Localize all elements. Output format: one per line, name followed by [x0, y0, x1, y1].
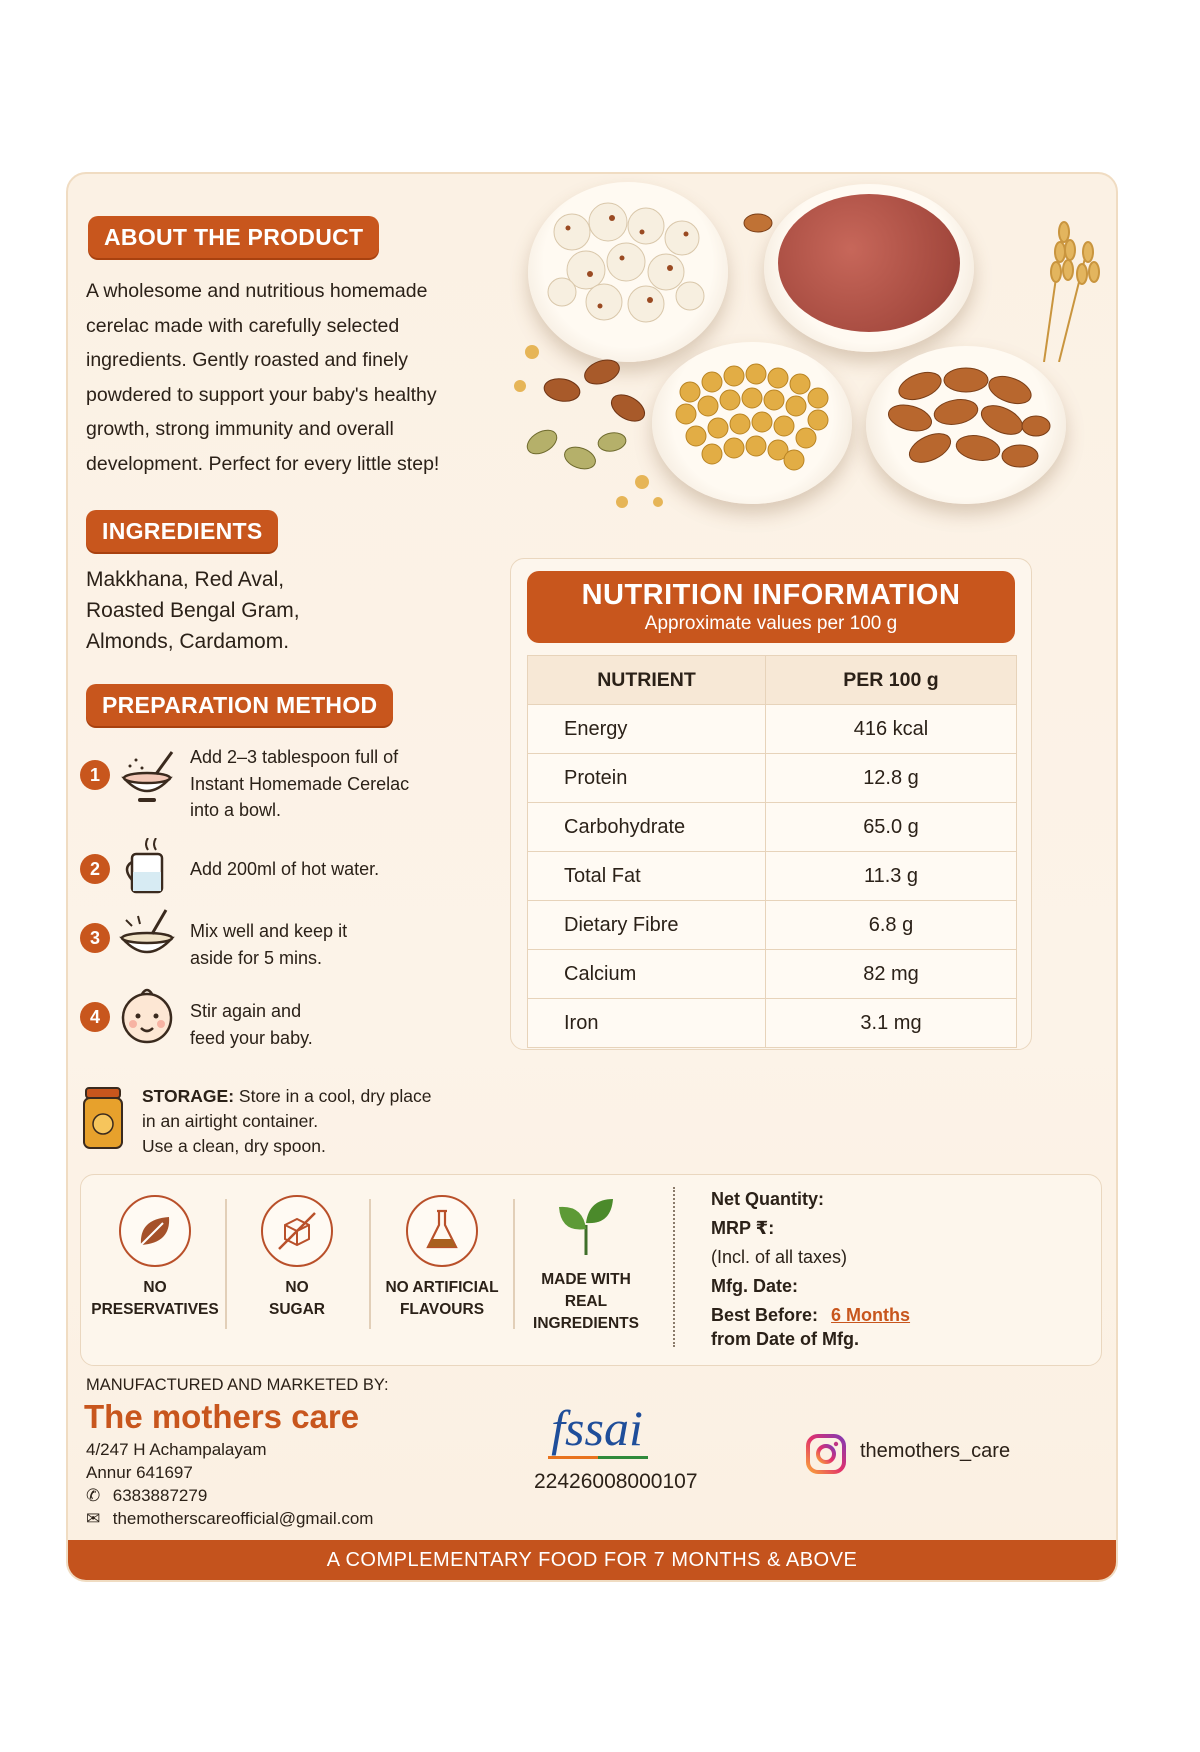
- fssai-underline: [548, 1456, 648, 1459]
- phone-icon: ✆: [86, 1486, 101, 1505]
- badge-label: NO ARTIFICIAL: [385, 1279, 499, 1296]
- nutrient-value: 416 kcal: [766, 705, 1017, 754]
- fssai-logo: [538, 1400, 656, 1460]
- step-line: Stir again and: [190, 1001, 302, 1021]
- manufacturer-label: MANUFACTURED AND MARKETED BY:: [86, 1376, 389, 1394]
- nutrient-value: 3.1 mg: [766, 999, 1017, 1048]
- hot-water-cup-icon: [118, 838, 174, 896]
- step-text: [190, 918, 347, 971]
- table-row: [528, 852, 1017, 901]
- no-sugar-icon: [261, 1195, 333, 1267]
- badge-label: REAL: [564, 1293, 608, 1310]
- mrp-label: MRP ₹:: [711, 1218, 775, 1238]
- badge-label: MADE WITH: [541, 1271, 631, 1288]
- almonds-bowl: [866, 346, 1066, 504]
- nutrient-value: 12.8 g: [766, 754, 1017, 803]
- net-quantity-label: Net Quantity:: [711, 1189, 825, 1209]
- badge-no-preservatives: [85, 1195, 225, 1321]
- best-before-suffix: from Date of Mfg.: [711, 1329, 859, 1349]
- table-row: [528, 901, 1017, 950]
- red-aval-bowl: [764, 184, 974, 352]
- mail-icon: ✉: [86, 1509, 101, 1528]
- step-text: [190, 856, 379, 883]
- about-line: growth, strong immunity and overall: [86, 418, 394, 440]
- storage-line: in an airtight container.: [142, 1111, 319, 1131]
- nutrition-subtitle: Approximate values per 100 g: [644, 613, 898, 634]
- ingredients-photo: [528, 182, 1108, 542]
- storage-line: Use a clean, dry spoon.: [142, 1136, 326, 1156]
- product-meta: [711, 1185, 910, 1351]
- about-line: development. Perfect for every little step!: [86, 452, 440, 475]
- step-line: into a bowl.: [190, 800, 282, 820]
- about-line: cerelac made with carefully selected: [86, 314, 400, 337]
- badge-label: NO: [285, 1279, 309, 1296]
- red-aval-fill: [778, 194, 960, 332]
- divider: [225, 1199, 227, 1329]
- divider: [369, 1199, 371, 1329]
- ingredients-list: [86, 564, 300, 657]
- table-row: [528, 803, 1017, 852]
- nutrient-value: 11.3 g: [766, 852, 1017, 901]
- best-before-label: Best Before:: [711, 1305, 819, 1325]
- step-number: 4: [80, 1002, 110, 1032]
- bowl-spoon-icon: [116, 746, 178, 808]
- ingredient-line: Almonds, Cardamom.: [86, 630, 290, 653]
- badge-label: PRESERVATIVES: [91, 1301, 219, 1318]
- storage-line: Store in a cool, dry place: [234, 1086, 432, 1106]
- best-before-value: 6 Months: [831, 1305, 911, 1325]
- sprout-icon: [553, 1195, 619, 1257]
- table-header-row: [528, 656, 1017, 705]
- mixing-bowl-icon: [116, 906, 178, 966]
- divider: [513, 1199, 515, 1329]
- nutrition-panel: [510, 558, 1032, 1050]
- about-line: ingredients. Gently roasted and finely: [86, 349, 408, 371]
- nutrition-table: [527, 655, 1017, 1048]
- nutrient-name: Dietary Fibre: [528, 901, 766, 950]
- leaf-icon: [119, 1195, 191, 1267]
- table-row: [528, 754, 1017, 803]
- table-row: [528, 950, 1017, 999]
- manufacturer-address: [86, 1438, 373, 1530]
- divider: [673, 1187, 675, 1347]
- nutrient-value: 65.0 g: [766, 803, 1017, 852]
- about-text: [86, 274, 476, 481]
- column-header-nutrient: NUTRIENT: [528, 656, 766, 705]
- fssai-logo-text: fssai: [551, 1400, 643, 1456]
- column-header-value: PER 100 g: [766, 656, 1017, 705]
- mfg-date-label: Mfg. Date:: [711, 1276, 798, 1296]
- baby-face-icon: [116, 982, 178, 1046]
- jar-icon: [82, 1086, 124, 1150]
- instagram-handle[interactable]: themothers_care: [860, 1440, 1011, 1462]
- badge-no-sugar: [235, 1195, 359, 1321]
- bengal-gram-bowl: [652, 342, 852, 504]
- storage-text: [142, 1084, 432, 1159]
- address-line: 4/247 H Achampalayam: [86, 1440, 267, 1459]
- table-row: [528, 705, 1017, 754]
- scattered-ingredients: [502, 332, 672, 532]
- step-number: 3: [80, 923, 110, 953]
- ingredient-line: Roasted Bengal Gram,: [86, 599, 300, 622]
- step-line: feed your baby.: [190, 1027, 313, 1048]
- step-line: Mix well and keep it: [190, 921, 348, 941]
- address-line: Annur 641697: [86, 1463, 193, 1482]
- about-heading: ABOUT THE PRODUCT: [88, 216, 379, 258]
- bengal-gram-fill: [666, 352, 838, 482]
- nutrition-header: [527, 571, 1015, 643]
- ingredient-line: Makkhana, Red Aval,: [86, 568, 285, 591]
- badges-panel: [80, 1174, 1102, 1366]
- makhana-fill: [542, 192, 714, 332]
- step-number: 2: [80, 854, 110, 884]
- step-text: [190, 998, 313, 1051]
- preparation-heading: PREPARATION METHOD: [86, 684, 393, 726]
- nutrient-value: 6.8 g: [766, 901, 1017, 950]
- badge-no-artificial-flavours: [377, 1195, 507, 1321]
- brand-name: The mothers care: [84, 1398, 360, 1435]
- step-line: Add 2–3 tablespoon full of: [190, 747, 399, 767]
- badge-label: INGREDIENTS: [533, 1315, 639, 1332]
- almond-icon: [738, 208, 778, 238]
- step-line: Add 200ml of hot water.: [190, 859, 380, 879]
- storage-label: STORAGE:: [142, 1086, 235, 1106]
- badge-label: FLAVOURS: [399, 1301, 485, 1318]
- email-address[interactable]: themotherscareofficial@gmail.com: [112, 1509, 374, 1528]
- step-text: [190, 744, 409, 824]
- table-row: [528, 999, 1017, 1048]
- footer-banner: A COMPLEMENTARY FOOD FOR 7 MONTHS & ABOVE: [68, 1540, 1116, 1580]
- ingredients-heading: INGREDIENTS: [86, 510, 278, 552]
- wheat-icon: [1014, 212, 1104, 362]
- nutrient-name: Protein: [528, 754, 766, 803]
- mrp-note: (Incl. of all taxes): [711, 1247, 848, 1267]
- product-info-card: [66, 172, 1118, 1582]
- badge-made-with-real-ingredients: [521, 1195, 651, 1335]
- nutrient-name: Iron: [528, 999, 766, 1048]
- phone-number[interactable]: 6383887279: [112, 1486, 208, 1505]
- fssai-number: 22426008000107: [534, 1470, 698, 1493]
- step-line: aside for 5 mins.: [190, 947, 323, 968]
- nutrition-title: NUTRITION INFORMATION: [581, 579, 961, 611]
- badge-label: SUGAR: [269, 1301, 325, 1318]
- instagram-icon[interactable]: [806, 1434, 846, 1474]
- step-number: 1: [80, 760, 110, 790]
- nutrient-name: Energy: [528, 705, 766, 754]
- nutrient-value: 82 mg: [766, 950, 1017, 999]
- about-line: A wholesome and nutritious homemade: [86, 280, 428, 302]
- nutrient-name: Total Fat: [528, 852, 766, 901]
- step-line: Instant Homemade Cerelac: [190, 773, 410, 794]
- flask-icon: [406, 1195, 478, 1267]
- nutrient-name: Carbohydrate: [528, 803, 766, 852]
- badge-label: NO: [143, 1279, 167, 1296]
- almonds-fill: [880, 356, 1052, 484]
- about-line: powdered to support your baby's healthy: [86, 383, 437, 406]
- nutrient-name: Calcium: [528, 950, 766, 999]
